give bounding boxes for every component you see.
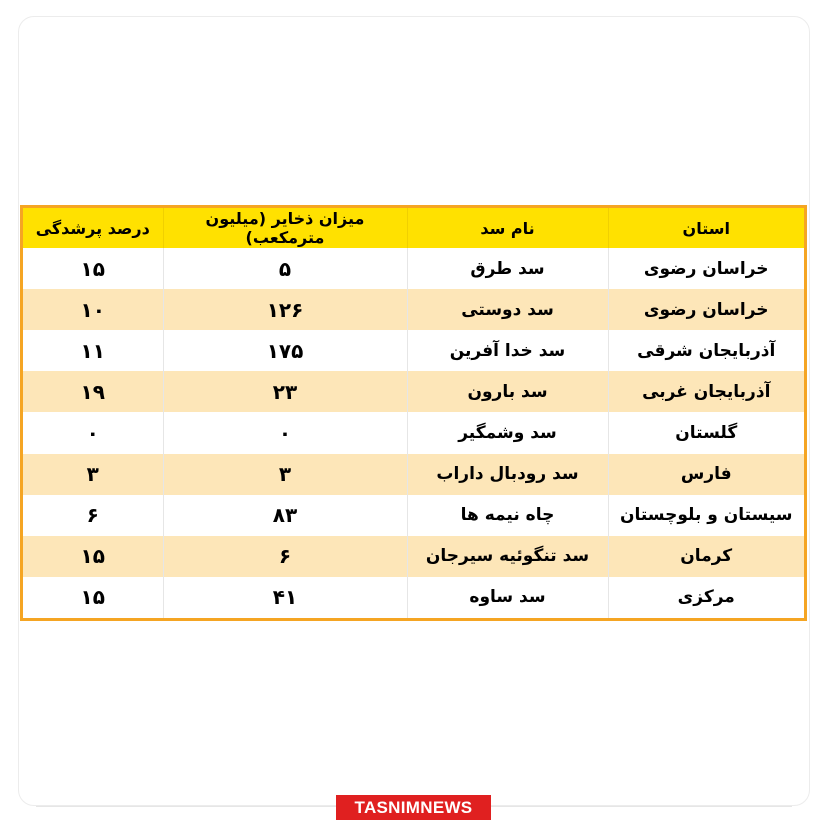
header-reserve: میزان ذخایر (میلیون مترمکعب) — [163, 208, 407, 248]
cell-dam: سد بارون — [407, 371, 608, 412]
cell-reserve: ۰ — [163, 412, 407, 453]
table-row — [23, 495, 804, 536]
cell-province: مرکزی — [608, 577, 804, 618]
table-row — [23, 330, 804, 371]
cell-fill-percent: ۱۹ — [80, 379, 105, 404]
cell-fill-percent: ۶ — [86, 503, 99, 528]
cell-reserve: ۱۷۵ — [163, 330, 407, 371]
table-row — [23, 577, 804, 618]
cell-province: کرمان — [608, 536, 804, 577]
cell-dam: سد دوستی — [407, 289, 608, 330]
cell-fill-percent: ۰ — [86, 420, 99, 445]
cell-dam: چاه نیمه ها — [407, 495, 608, 536]
cell-fill-percent: ۱۱ — [80, 338, 105, 363]
header-dam-name: نام سد — [407, 208, 608, 248]
cell-dam: سد رودبال داراب — [407, 454, 608, 495]
cell-fill-percent: ۱۵ — [80, 585, 105, 610]
cell-reserve: ۵ — [163, 248, 407, 289]
cell-province: آذربایجان شرقی — [608, 330, 804, 371]
table-row — [23, 412, 804, 453]
cell-dam: سد خدا آفرین — [407, 330, 608, 371]
cell-fill-percent: ۱۵ — [80, 256, 105, 281]
cell-fill-percent: ۱۵ — [80, 544, 105, 569]
cell-reserve: ۱۲۶ — [163, 289, 407, 330]
cell-reserve: ۸۳ — [163, 495, 407, 536]
cell-province: گلستان — [608, 412, 804, 453]
cell-reserve: ۲۳ — [163, 371, 407, 412]
table-row — [23, 371, 804, 412]
cell-province: خراسان رضوی — [608, 248, 804, 289]
cell-fill-percent: ۱۰ — [80, 297, 105, 322]
cell-fill-percent: ۳ — [86, 462, 99, 487]
header-province: استان — [608, 208, 804, 248]
tasnimnews-logo: TASNIMNEWS — [336, 795, 491, 820]
cell-province: آذربایجان غربی — [608, 371, 804, 412]
header-row — [23, 208, 804, 248]
header-fill-percent: درصد پرشدگی — [35, 218, 150, 238]
cell-province: سیستان و بلوچستان — [608, 495, 804, 536]
cell-dam: سد طرق — [407, 248, 608, 289]
table-row — [23, 289, 804, 330]
table-row — [23, 536, 804, 577]
cell-reserve: ۴۱ — [163, 577, 407, 618]
cell-dam: سد وشمگیر — [407, 412, 608, 453]
table-row — [23, 454, 804, 495]
table-row — [23, 248, 804, 289]
dam-reserves-table — [20, 205, 807, 621]
cell-reserve: ۶ — [163, 536, 407, 577]
cell-province: فارس — [608, 454, 804, 495]
cell-reserve: ۳ — [163, 454, 407, 495]
cell-province: خراسان رضوی — [608, 289, 804, 330]
data-table — [23, 208, 804, 618]
cell-dam: سد تنگوئیه سیرجان — [407, 536, 608, 577]
cell-dam: سد ساوه — [407, 577, 608, 618]
